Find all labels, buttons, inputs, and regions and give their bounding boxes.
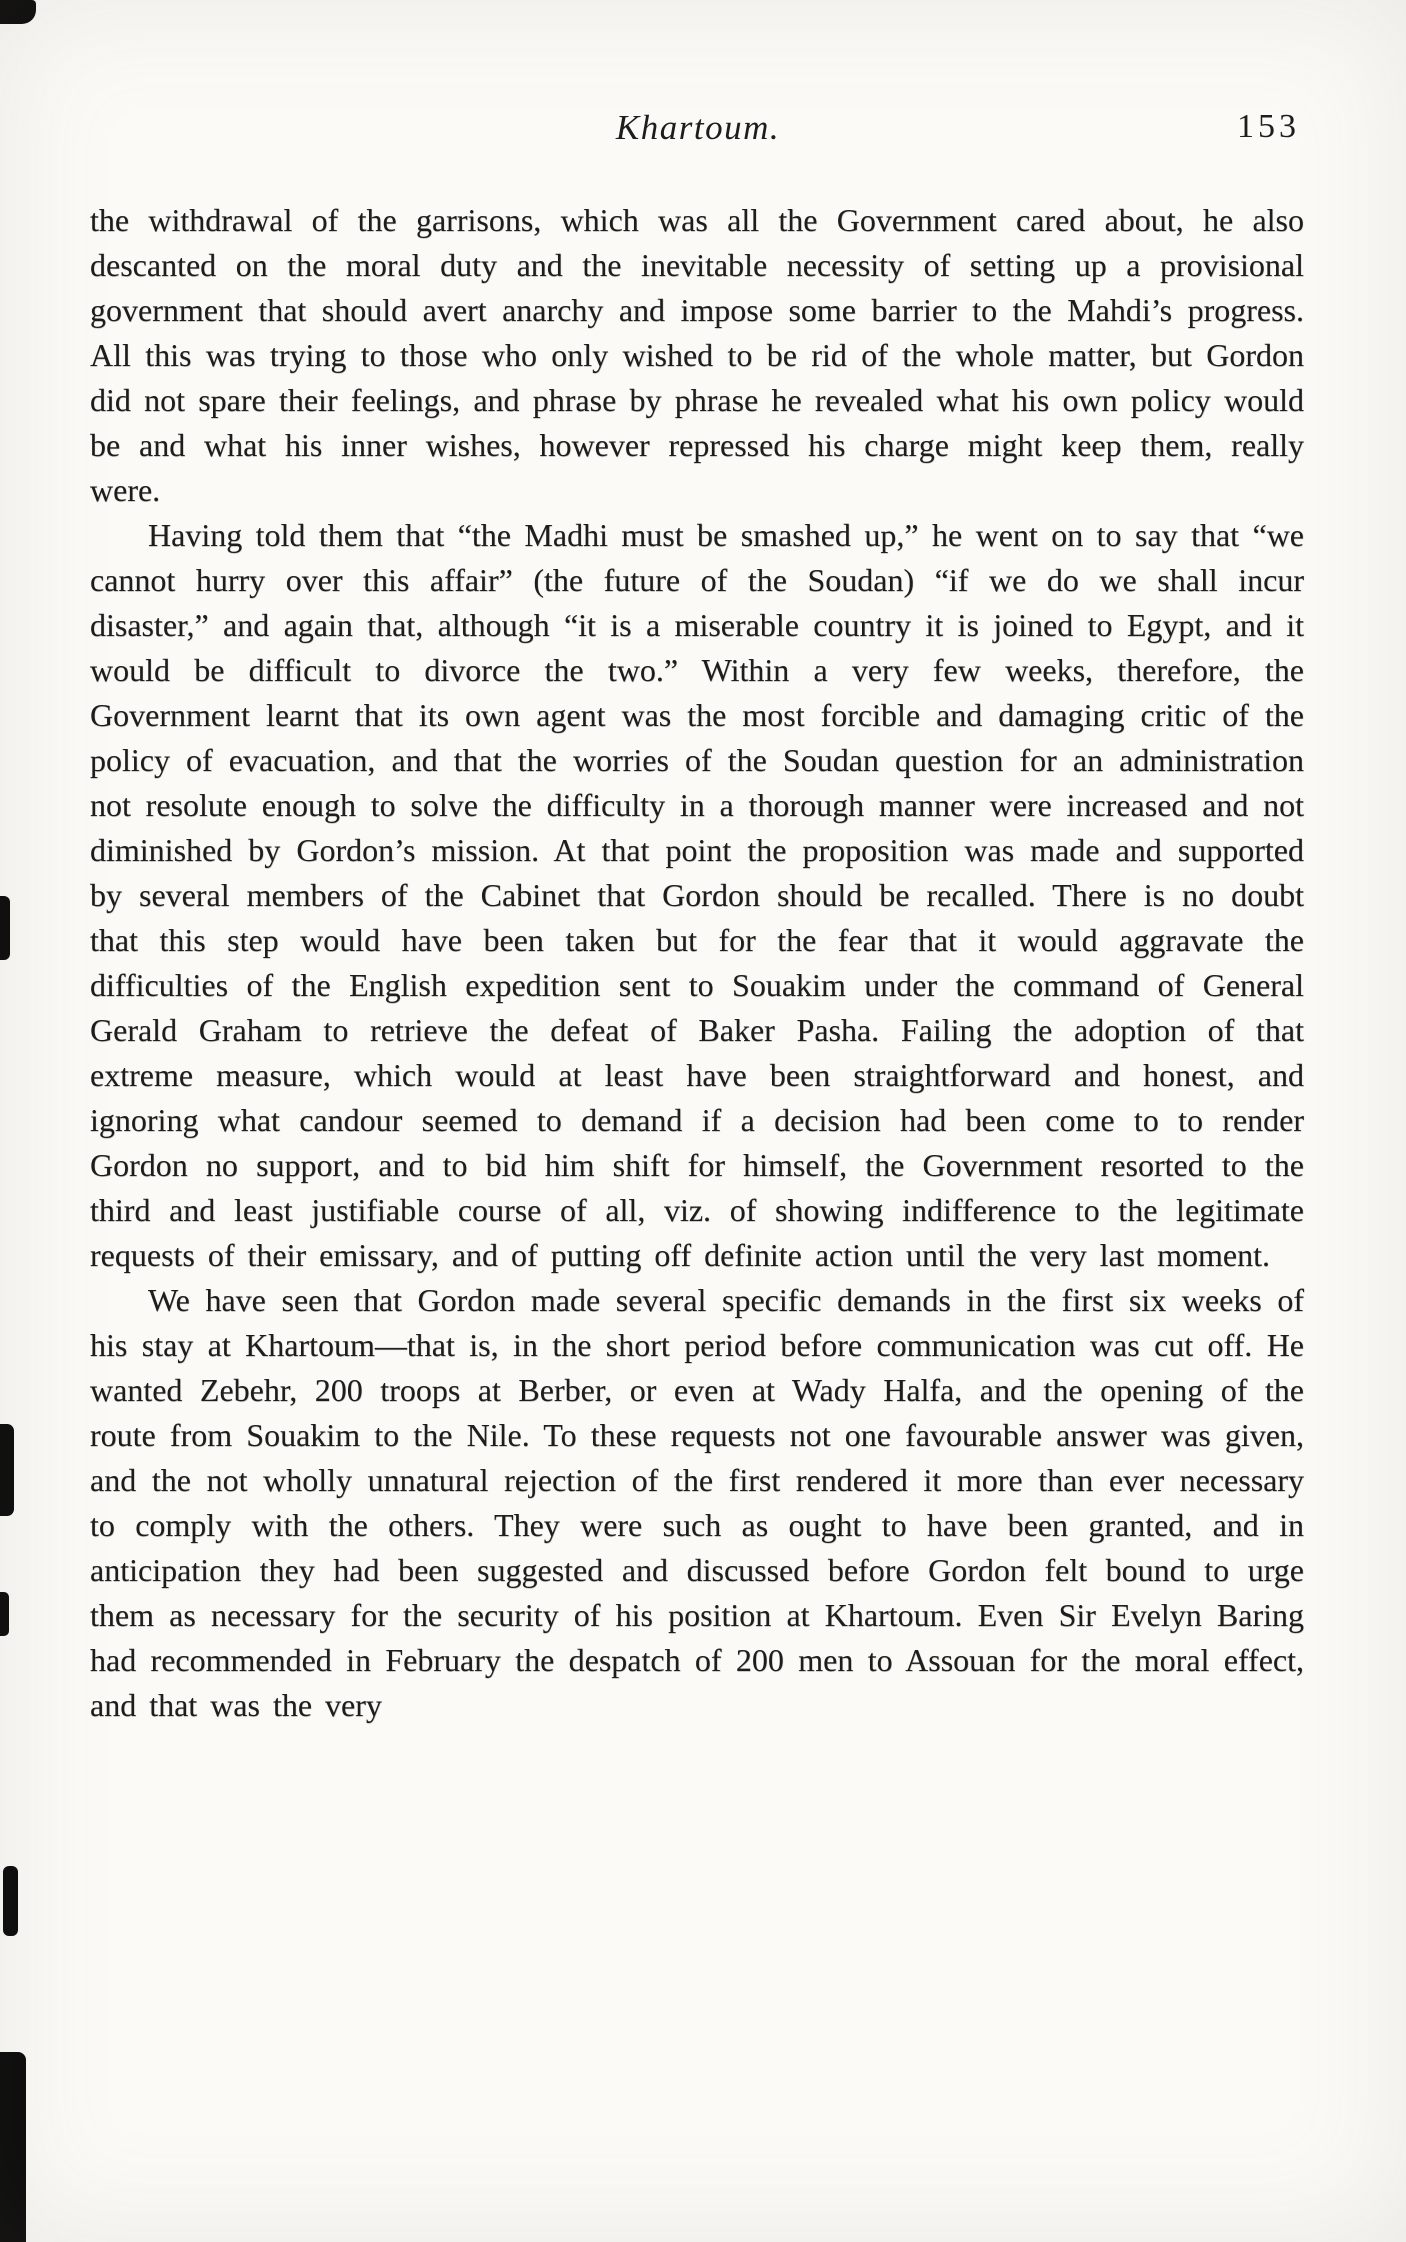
running-title: Khartoum. (615, 108, 781, 147)
page-number: 153 (1237, 108, 1300, 145)
paragraph: We have seen that Gordon made several specific demands in the first six weeks of his stay at Khartoum—that is, in the short period before communication was cut off. He wanted Zebehr, 200 troops at Berber, or even at Wady Halfa, and the opening of the route from Souakim to the Nile. To these requests not one favourable answer was given, and the not wholly unnatural rejection of the first rendered it more than ever necessary to comply with the others. They were such as ought to have been granted, and in anticipation they had been suggested and discussed before Gordon felt bound to urge them as necessary for the security of his position at Khartoum. Even Sir Evelyn Baring had recommended in February the despatch of 200 men to Assouan for the moral effect, and that was the very (90, 1282, 1304, 1723)
paragraph: Having told them that “the Madhi must be smashed up,” he went on to say that “we cannot hurry over this affair” (the future of the Soudan) “if we do we shall incur disaster,” and again that, although “it is a miserable country it is joined to Egypt, and it would be difficult to divorce the two.” Within a very few weeks, therefore, the Government learnt that its own agent was the most forcible and damaging critic of the policy of evacuation, and that the worries of the Soudan question for an administration not resolute enough to solve the difficulty in a thorough manner were increased and not diminished by Gordon’s mission. At that point the proposition was made and supported by several members of the Cabinet that Gordon should be recalled. There is no doubt that this step would have been taken but for the fear that it would aggravate the difficulties of the English expedition sent to Souakim under the command of General Gerald Graham to retrieve the defeat of Baker Pasha. Failing the adoption of that extreme measure, which would at least have been straightforward and honest, and ignoring what candour seemed to demand if a decision had been come to to render Gordon no support, and to bid him shift for himself, the Government resorted to the third and least justifiable course of all, viz. of showing indifference to the legitimate requests of their emissary, and of putting off definite action until the very last moment. (90, 517, 1304, 1273)
page-body (90, 198, 1304, 1728)
scan-artifact-top-left (0, 0, 36, 24)
page-header (92, 108, 1304, 160)
scan-artifact-bottom-left (0, 2052, 26, 2242)
scan-artifact-left-edge (3, 1866, 18, 1936)
paragraph: the withdrawal of the garrisons, which was all the Government cared about, he also descanted on the moral duty and the inevitable necessity of setting up a provisional government that should avert anarchy and impose some barrier to the Mahdi’s progress. All this was trying to those who only wished to be rid of the whole matter, but Gordon did not spare their feelings, and phrase by phrase he revealed what his own policy would be and what his inner wishes, however repressed his charge might keep them, really were. (90, 202, 1304, 508)
scan-artifact-left-edge (0, 896, 10, 960)
scan-artifact-left-edge (0, 1424, 14, 1516)
scan-artifact-left-edge (0, 1592, 9, 1636)
